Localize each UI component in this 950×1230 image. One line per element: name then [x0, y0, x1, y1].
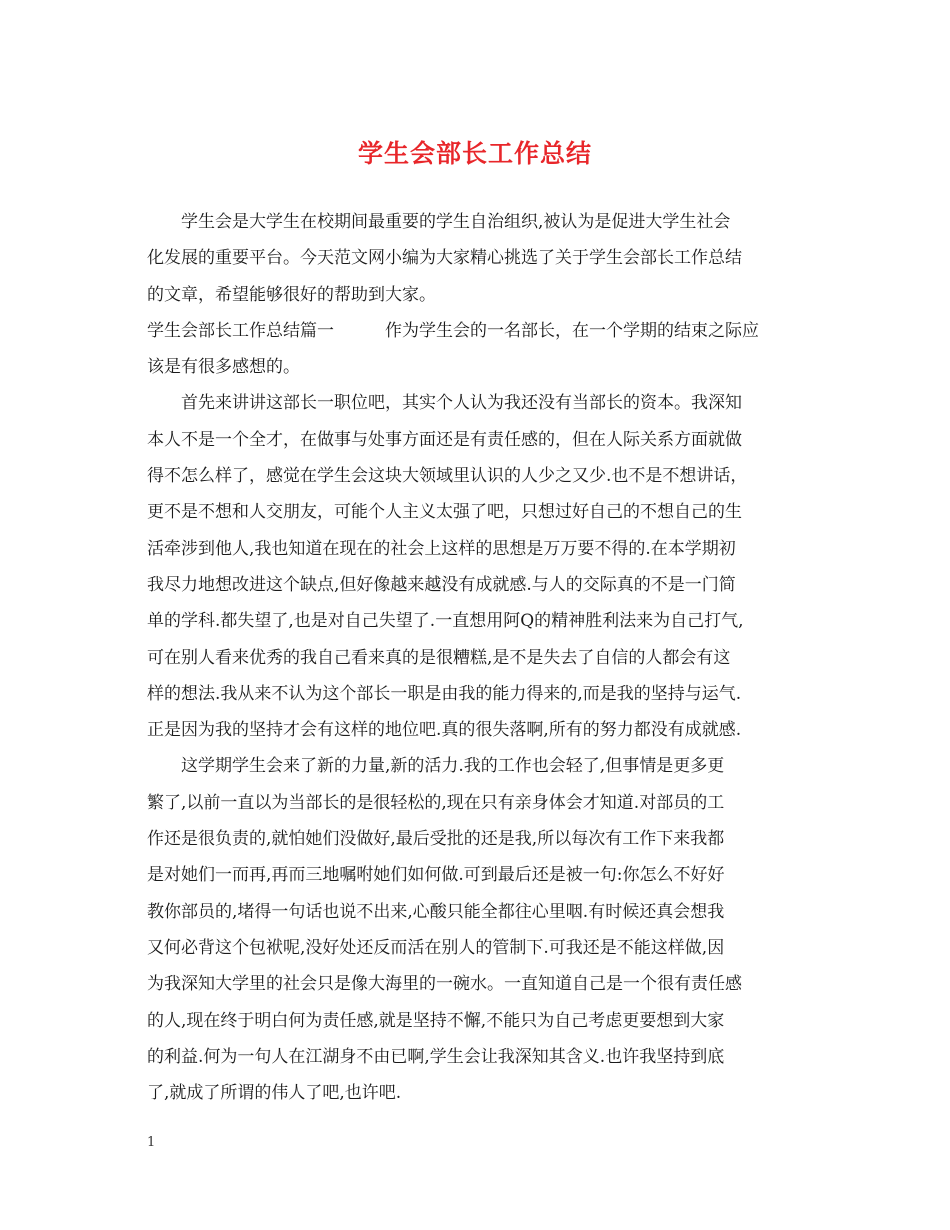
text-line: 繁了,以前一直以为当部长的是很轻松的,现在只有亲身体会才知道.对部员的工	[147, 792, 725, 813]
text-line: 本人不是一个全才，在做事与处事方面还是有责任感的，但在人际关系方面就做	[147, 429, 742, 450]
text-line: 学生会是大学生在校期间最重要的学生自治组织,被认为是促进大学生社会	[147, 212, 731, 232]
text-line: 是对她们一而再,再而三地嘱咐她们如何做.可到最后还是被一句:你怎么不好好	[147, 865, 725, 886]
text-line: 得不怎么样了，感觉在学生会这块大领域里认识的人少之又少.也不是不想讲话，	[147, 466, 748, 487]
text-line: 又何必背这个包袱呢,没好处还反而活在别人的管制下.可我还是不能这样做,因	[147, 937, 725, 958]
text-line: 正是因为我的坚持才会有这样的地位吧.真的很失落啊,所有的努力都没有成就感.	[147, 720, 742, 741]
text-line: 这学期学生会来了新的力量,新的活力.我的工作也会轻了,但事情是更多更	[147, 756, 725, 777]
text-line: 作还是很负责的,就怕她们没做好,最后受批的还是我,所以每次有工作下来我都	[147, 829, 725, 850]
text-line: 的人,现在终于明白何为责任感,就是坚持不懈,不能只为自己考虑更要想到大家	[147, 1010, 725, 1031]
paragraph-section-heading	[147, 313, 817, 386]
text-line: 该是有很多感想的。	[147, 357, 300, 378]
document-title: 学生会部长工作总结	[357, 139, 592, 168]
text-line: 的利益.何为一句人在江湖身不由已啊,学生会让我深知其含义.也许我坚持到底	[147, 1046, 725, 1067]
text-line: 学生会部长工作总结篇一 作为学生会的一名部长，在一个学期的结束之际应	[147, 320, 759, 341]
text-line: 化发展的重要平台。今天范文网小编为大家精心挑选了关于学生会部长工作总结	[147, 248, 742, 269]
text-line: 了,就成了所谓的伟人了吧,也许吧.	[147, 1083, 402, 1104]
page-number: 1	[147, 1135, 156, 1150]
text-line: 可在别人看来优秀的我自己看来真的是很糟糕,是不是失去了自信的人都会有这	[147, 647, 731, 668]
text-line: 样的想法.我从来不认为这个部长一职是由我的能力得来的,而是我的坚持与运气.	[147, 683, 742, 704]
text-line: 活牵涉到他人,我也知道在现在的社会上这样的思想是万万要不得的.在本学期初	[147, 538, 736, 559]
paragraph-intro	[147, 204, 817, 313]
text-line: 教你部员的,堵得一句话也说不出来,心酸只能全都往心里咽.有时候还真会想我	[147, 901, 725, 922]
text-line: 我尽力地想改进这个缺点,但好像越来越没有成就感.与人的交际真的不是一门简	[147, 574, 736, 595]
text-line: 单的学科.都失望了,也是对自己失望了.一直想用阿Q的精神胜利法来为自己打气,	[147, 611, 744, 632]
text-line: 更不是不想和人交朋友，可能个人主义太强了吧，只想过好自己的不想自己的生	[147, 502, 742, 523]
text-line: 首先来讲讲这部长一职位吧，其实个人认为我还没有当部长的资本。我深知	[147, 393, 742, 414]
paragraph-position	[147, 385, 817, 748]
document-body	[147, 204, 817, 1111]
text-line: 为我深知大学里的社会只是像大海里的一碗水。一直知道自己是一个很有责任感	[147, 974, 742, 995]
paragraph-semester	[147, 748, 817, 1111]
text-line: 的文章，希望能够很好的帮助到大家。	[147, 284, 436, 305]
